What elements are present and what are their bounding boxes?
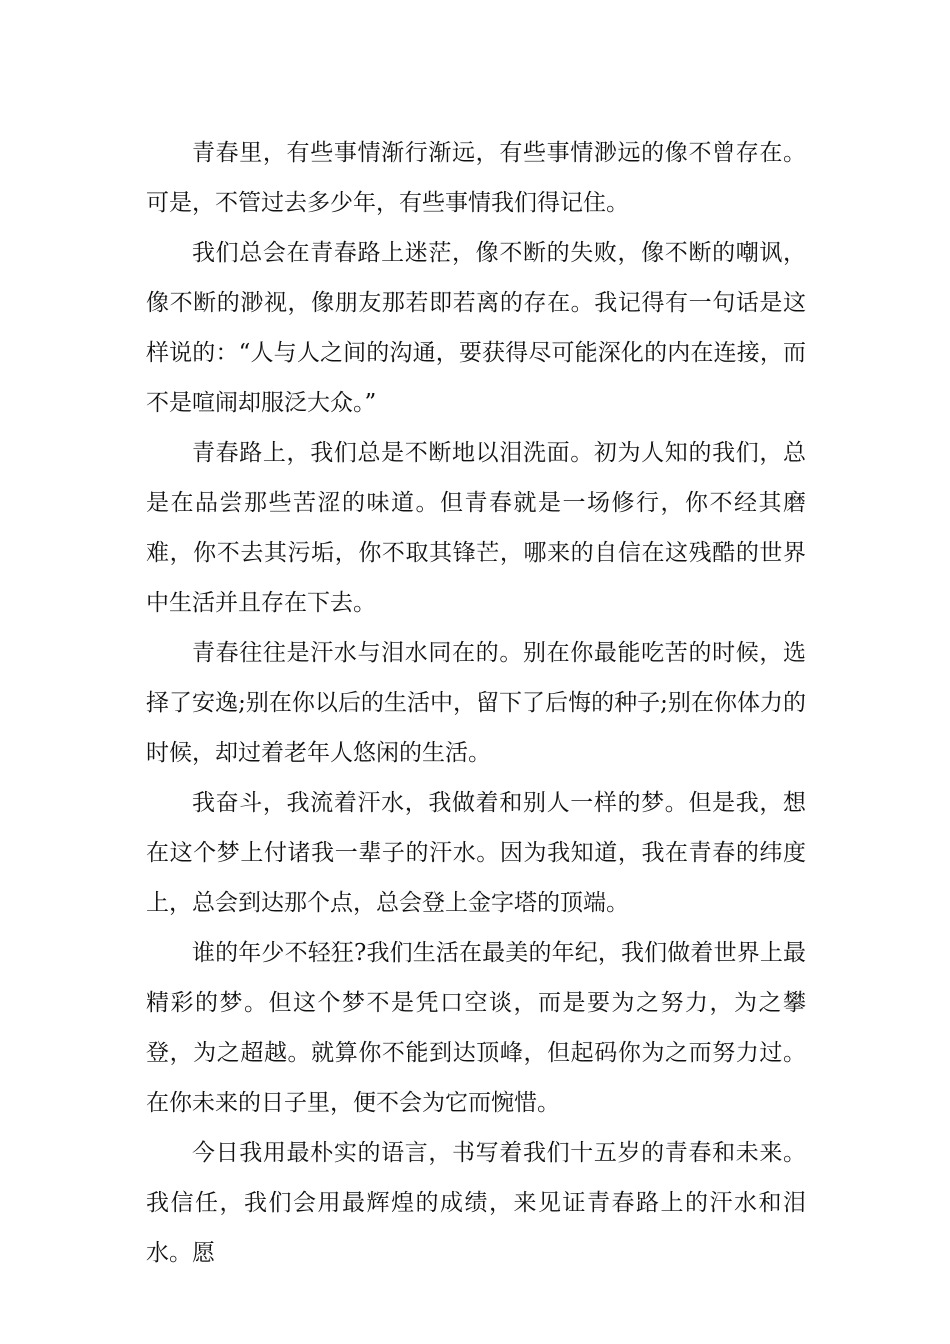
paragraph-7: 今日我用最朴实的语言，书写着我们十五岁的青春和未来。我信任，我们会用最辉煌的成绩，来见证青春路上的汗水和泪水。愿 bbox=[146, 1140, 806, 1266]
paragraph-4: 青春往往是汗水与泪水同在的。别在你最能吃苦的时候，选择了安逸;别在你以后的生活中，留下了后悔的种子;别在你体力的时候，却过着老年人悠闲的生活。 bbox=[146, 640, 806, 766]
paragraph-1: 青春里，有些事情渐行渐远，有些事情渺远的像不曾存在。可是，不管过去多少年，有些事情我们得记住。 bbox=[146, 140, 806, 216]
document-body bbox=[146, 128, 806, 1278]
paragraph-5: 我奋斗，我流着汗水，我做着和别人一样的梦。但是我，想在这个梦上付诸我一辈子的汗水。因为我知道，我在青春的纬度上，总会到达那个点，总会登上金字塔的顶端。 bbox=[146, 790, 806, 916]
paragraph-2: 我们总会在青春路上迷茫，像不断的失败，像不断的嘲讽，像不断的渺视，像朋友那若即若离的存在。我记得有一句话是这样说的：“人与人之间的沟通，要获得尽可能深化的内在连接，而不是喧闹却服泛大众。” bbox=[146, 240, 806, 416]
paragraph-6: 谁的年少不轻狂?我们生活在最美的年纪，我们做着世界上最精彩的梦。但这个梦不是凭口空谈，而是要为之努力，为之攀登，为之超越。就算你不能到达顶峰，但起码你为之而努力过。在你未来的日子里，便不会为它而惋惜。 bbox=[146, 940, 806, 1116]
paragraph-3: 青春路上，我们总是不断地以泪洗面。初为人知的我们，总是在品尝那些苦涩的味道。但青春就是一场修行，你不经其磨难，你不去其污垢，你不取其锋芒，哪来的自信在这残酷的世界中生活并且存在下去。 bbox=[146, 440, 806, 616]
